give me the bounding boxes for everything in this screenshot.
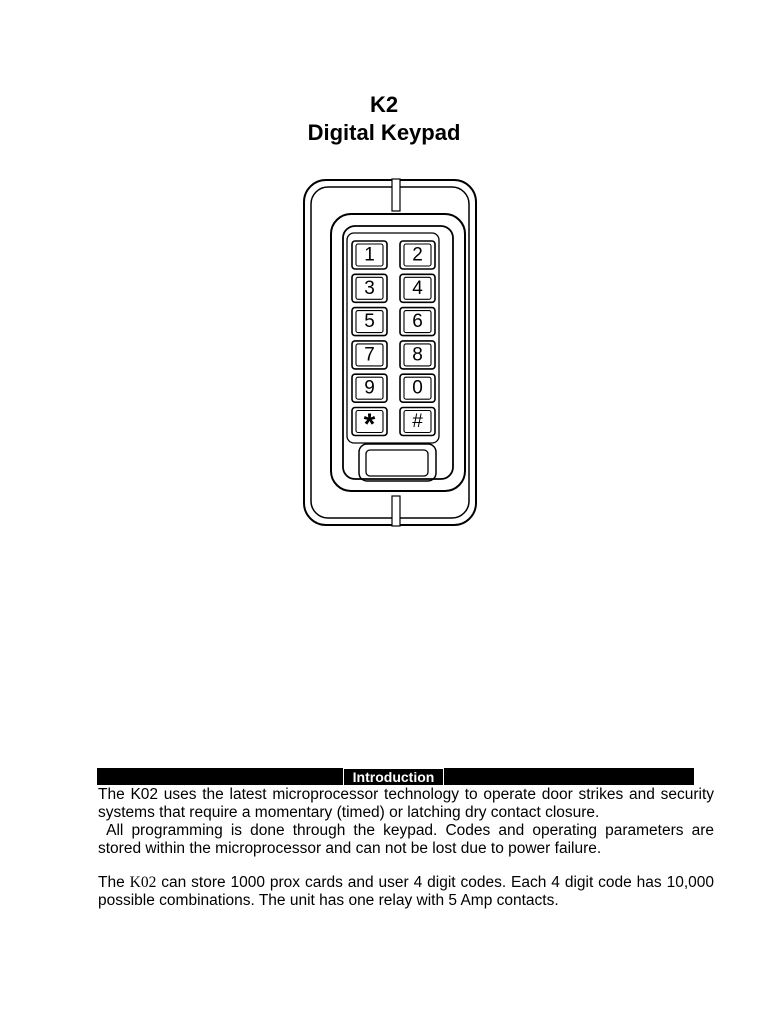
key-hash — [400, 408, 435, 436]
key-1 — [352, 241, 387, 269]
top-notch — [392, 179, 400, 211]
key-label: 7 — [364, 344, 375, 366]
key-3 — [352, 274, 387, 302]
key-label: 4 — [412, 277, 423, 299]
housing-inner — [311, 187, 469, 518]
key-label: 8 — [412, 344, 423, 366]
key-label: 3 — [364, 277, 375, 299]
key-label: 0 — [412, 377, 423, 399]
intro-heading: Introduction — [343, 768, 444, 785]
bottom-notch — [392, 496, 400, 526]
key-label: * — [363, 408, 376, 441]
key-label: 5 — [364, 311, 375, 333]
key-2 — [400, 241, 435, 269]
title-product: Digital Keypad — [307, 120, 461, 145]
key-6 — [400, 308, 435, 336]
key-label: 6 — [412, 311, 423, 333]
title-model: K2 — [369, 92, 399, 117]
key-star — [352, 408, 387, 442]
intro-p3-end: can store 1000 prox cards and user 4 digit codes. Each 4 digit code has 10,000 possible combinations. The unit has one relay with 5 Amp contacts. — [98, 874, 714, 909]
key-label: 2 — [412, 244, 423, 266]
key-7 — [352, 341, 387, 369]
key-label: 1 — [364, 244, 375, 266]
model-name: K02 — [129, 874, 157, 891]
intro-paragraph-2 — [98, 822, 714, 857]
intro-paragraph-3 — [98, 874, 714, 909]
key-9 — [352, 374, 387, 402]
key-label: # — [412, 411, 423, 432]
key-8 — [400, 341, 435, 369]
key-5 — [352, 308, 387, 336]
key-0 — [400, 374, 435, 402]
intro-paragraph-2-text: All programming is done through the keypad. Codes and operating parameters are stored within the microprocessor and can not be lost due to power failure. — [98, 822, 714, 857]
intro-p3-start: The — [98, 874, 130, 891]
key-4 — [400, 274, 435, 302]
reader-window-inner — [366, 450, 428, 476]
keypad-panel — [347, 233, 439, 443]
key-label: 9 — [364, 377, 375, 399]
keypad-illustration — [300, 175, 482, 531]
intro-paragraph-1: The K02 uses the latest microprocessor technology to operate door strikes and security systems that require a momentary (timed) or latching dry contact closure. — [98, 786, 714, 821]
